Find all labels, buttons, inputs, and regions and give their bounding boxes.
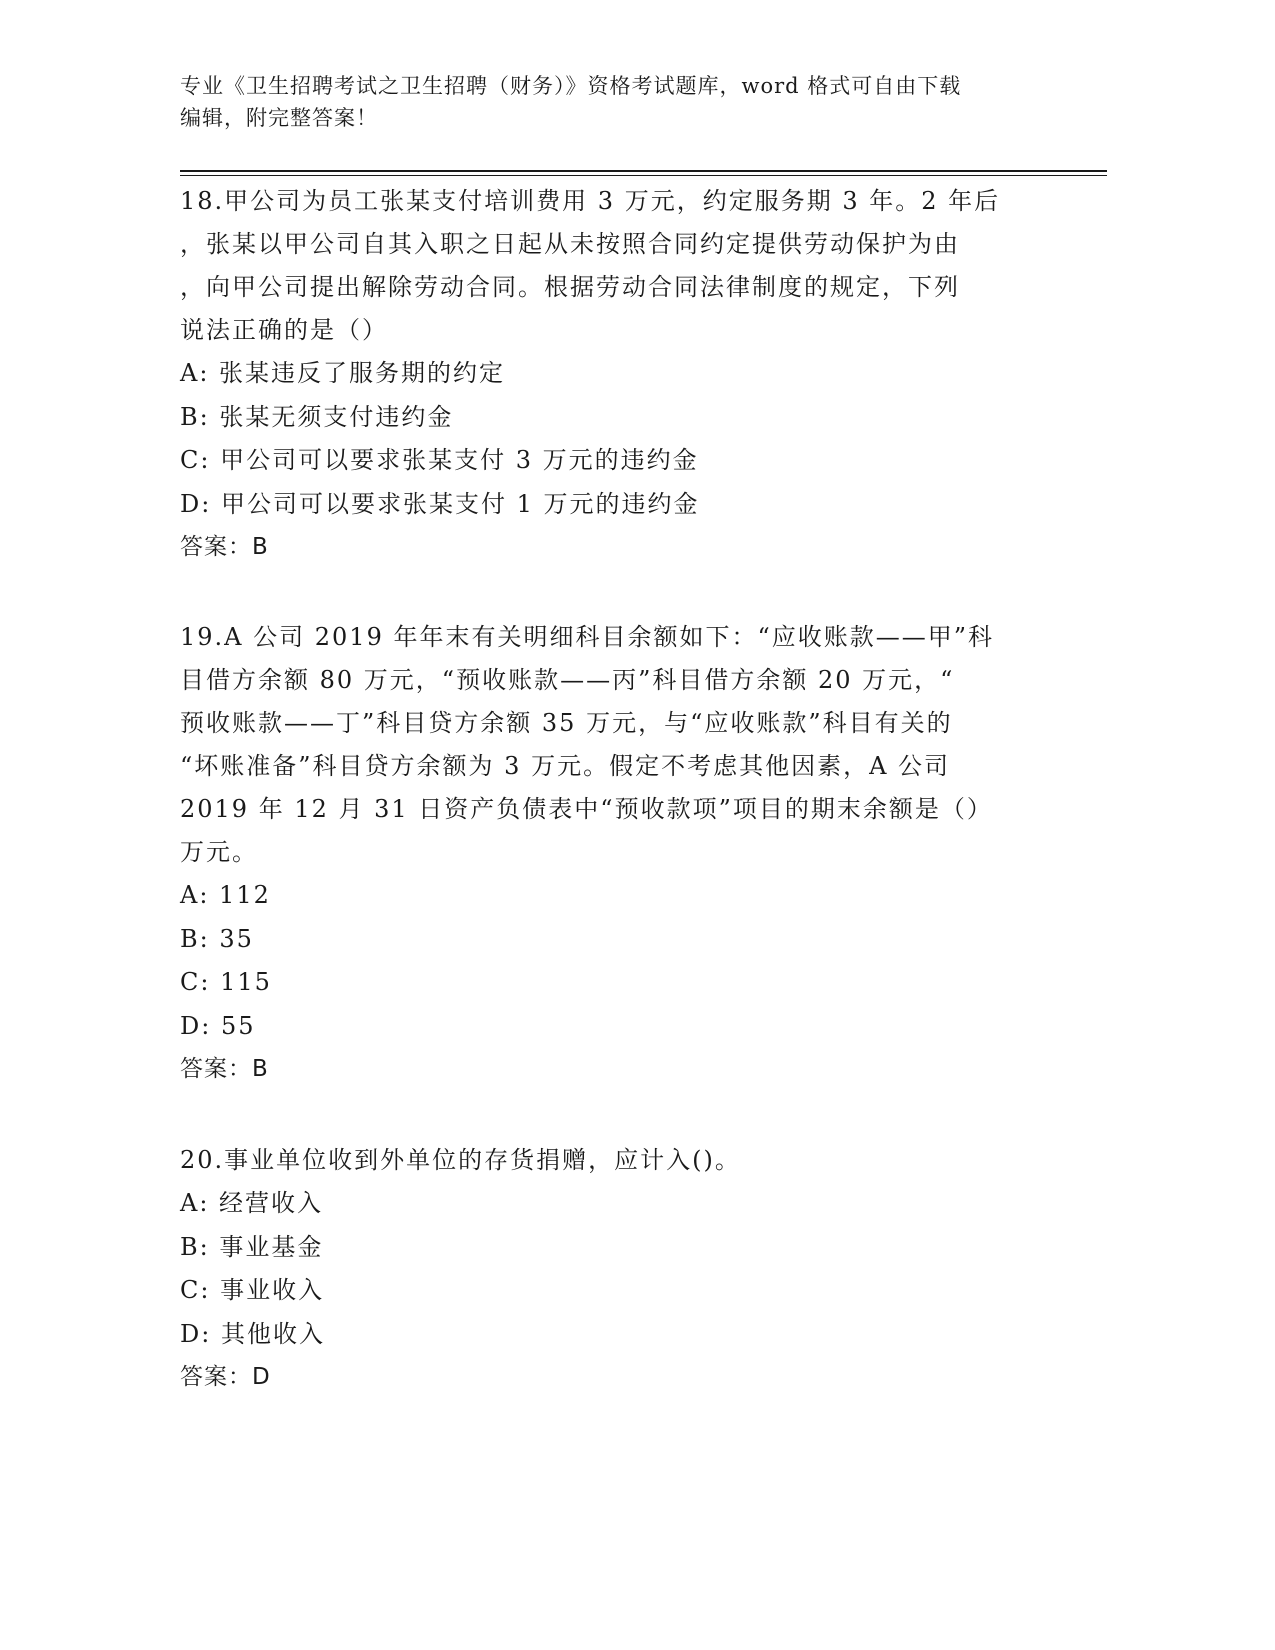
header-divider-thick — [180, 170, 1107, 172]
option-a: A: 张某违反了服务期的约定 — [180, 359, 506, 387]
option-a: A: 112 — [180, 881, 271, 909]
question-stem: 20.事业单位收到外单位的存货捐赠，应计入()。 — [180, 1146, 741, 1174]
option-d: D: 55 — [180, 1011, 256, 1040]
question-19 — [180, 616, 1050, 1091]
document-header: 专业《卫生招聘考试之卫生招聘（财务）》资格考试题库，word 格式可自由下载 编辑，附完整答案！ — [180, 74, 962, 130]
option-c: C: 115 — [180, 968, 272, 996]
option-b: B: 35 — [180, 924, 254, 953]
answer-line: 答案：D — [180, 1364, 271, 1390]
answer-line: 答案：B — [180, 1056, 269, 1082]
option-c: C: 甲公司可以要求张某支付 3 万元的违约金 — [180, 446, 699, 474]
option-d: D: 其他收入 — [180, 1319, 325, 1348]
option-d: D: 甲公司可以要求张某支付 1 万元的违约金 — [180, 489, 700, 518]
option-b: B: 事业基金 — [180, 1232, 324, 1261]
option-b: B: 张某无须支付违约金 — [180, 402, 454, 431]
answer-line: 答案：B — [180, 534, 269, 560]
question-stem: 18.甲公司为员工张某支付培训费用 3 万元，约定服务期 3 年。2 年后 ，张某以甲公司自其入职之日起从未按照合同约定提供劳动保护为由 ，向甲公司提出解除劳动合同。根据劳动合同法律制度的规定，下列 说法正确的是（） — [180, 187, 1001, 344]
header-divider-thin — [180, 175, 1107, 176]
question-20 — [180, 1139, 1050, 1399]
question-stem: 19.A 公司 2019 年年末有关明细科目余额如下：“应收账款——甲”科 目借方余额 80 万元，“预收账款——丙”科目借方余额 20 万元，“ 预收账款——丁”科目贷方余额 35 万元，与“应收账款”科目有关的 “坏账准备”科目贷方余额为 3 万元。假定不考虑其他因素，A 公司 2019 年 12 月 31 日资产负债表中“预收款项”项目的期末余额是（） 万元。 — [180, 623, 995, 866]
option-a: A: 经营收入 — [180, 1189, 324, 1217]
option-c: C: 事业收入 — [180, 1276, 325, 1304]
question-18 — [180, 180, 1050, 569]
